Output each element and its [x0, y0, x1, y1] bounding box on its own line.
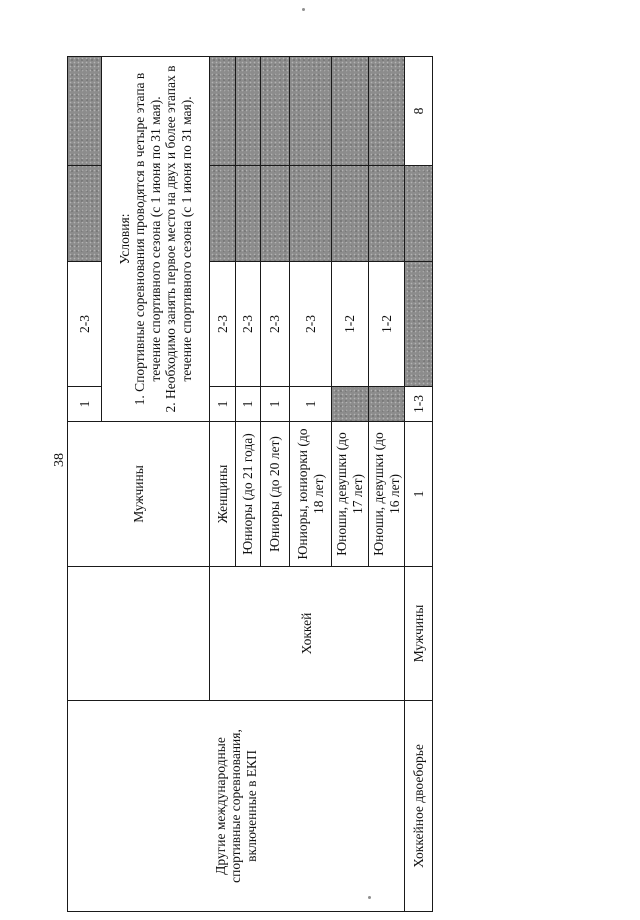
- place-cell: 2-3: [290, 262, 332, 387]
- group-cell: Мужчины: [405, 567, 433, 701]
- shaded-cell: [405, 262, 433, 387]
- competition-table: [67, 56, 433, 912]
- group-cell: Мужчины: [68, 422, 210, 567]
- group-cell: Юноши, девушки (до 16 лет): [369, 422, 405, 567]
- group-cell: Юниоры (до 20 лет): [261, 422, 290, 567]
- shaded-cell: [210, 166, 236, 262]
- shaded-cell: [290, 57, 332, 166]
- page-number: 38: [52, 453, 67, 467]
- group-cell: Юноши, девушки (до 17 лет): [332, 422, 369, 567]
- shaded-cell: [68, 57, 102, 166]
- group-cell: Женщины: [210, 422, 236, 567]
- place-cell: 2-3: [68, 262, 102, 387]
- place-cell: 1: [405, 422, 433, 567]
- conditions-heading: Условия:: [116, 213, 132, 265]
- scan-artifact: [368, 896, 371, 899]
- shaded-cell: [210, 57, 236, 166]
- shaded-cell: [290, 166, 332, 262]
- shaded-cell: [332, 387, 369, 422]
- scan-artifact: [302, 8, 305, 11]
- shaded-cell: [369, 57, 405, 166]
- place-cell: 1-2: [369, 262, 405, 387]
- place-cell: 1: [68, 387, 102, 422]
- sport-cell: Хоккей: [210, 567, 405, 701]
- shaded-cell: [369, 387, 405, 422]
- rotated-table-container: [67, 57, 432, 912]
- sport-cell: Хоккейное двоеборье: [405, 701, 433, 912]
- shaded-cell: [332, 166, 369, 262]
- place-cell: 2-3: [236, 262, 261, 387]
- place-cell: 1: [236, 387, 261, 422]
- shaded-cell: [68, 166, 102, 262]
- shaded-cell: [261, 166, 290, 262]
- conditions-line: течение спортивного сезона (с 1 июня по 31 мая).: [147, 96, 163, 382]
- sport-cell: [68, 567, 210, 701]
- table-row: [68, 57, 102, 912]
- place-cell: 2-3: [210, 262, 236, 387]
- conditions-line: течение спортивного сезона (с 1 июня по 31 мая).: [178, 96, 194, 382]
- place-cell: 1: [210, 387, 236, 422]
- shaded-cell: [369, 166, 405, 262]
- shaded-cell: [405, 166, 433, 262]
- conditions-line: 2. Необходимо занять первое место на двух и более этапах в: [163, 65, 179, 413]
- value-cell: 8: [405, 57, 433, 166]
- conditions-line: 1. Спортивные соревнования проводятся в четыре этапа в: [132, 72, 148, 406]
- shaded-cell: [261, 57, 290, 166]
- place-cell: 1: [290, 387, 332, 422]
- shaded-cell: [236, 166, 261, 262]
- table-row: [405, 57, 433, 912]
- place-cell: 2-3: [261, 262, 290, 387]
- discipline-cell: Другие международные спортивные соревнования, включенные в ЕКП: [68, 701, 405, 912]
- place-cell: 1-3: [405, 387, 433, 422]
- shaded-cell: [332, 57, 369, 166]
- group-cell: Юниоры, юниорки (до 18 лет): [290, 422, 332, 567]
- place-cell: 1: [261, 387, 290, 422]
- place-cell: 1-2: [332, 262, 369, 387]
- group-cell: Юниоры (до 21 года): [236, 422, 261, 567]
- conditions-cell: [102, 57, 210, 422]
- shaded-cell: [236, 57, 261, 166]
